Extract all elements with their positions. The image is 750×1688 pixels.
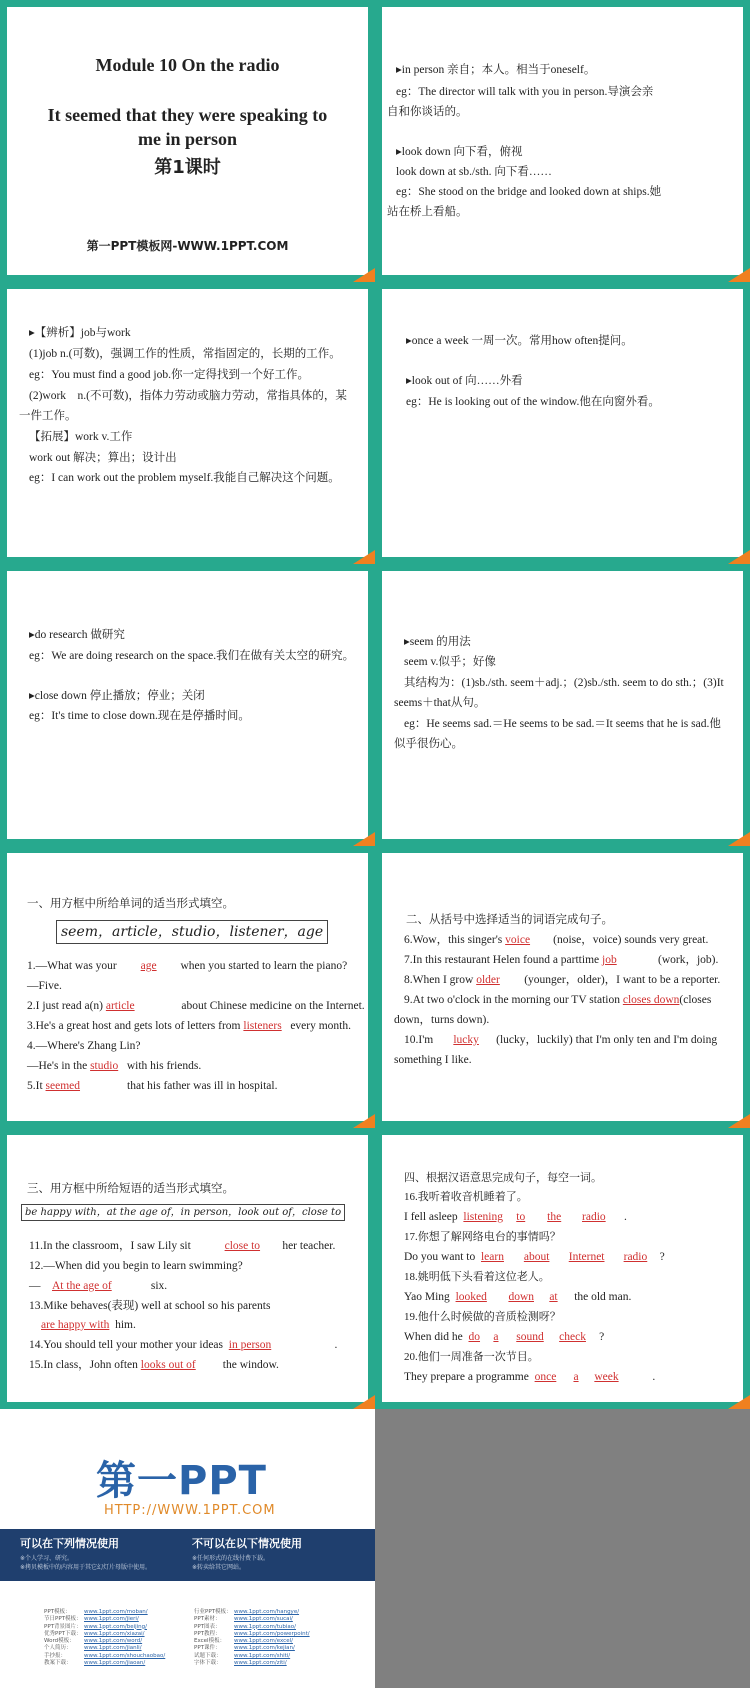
note-line: ▸【辨析】job与work (29, 327, 131, 339)
question-4-reply: —He's in the studio with his friends. (27, 1060, 202, 1072)
note-line: ▸once a week 一周一次。常用how often提问。 (406, 335, 633, 347)
question-2: 2.I just read a(n) article about Chinese medicine on the Internet. (27, 997, 365, 1015)
question-17: Do you want to learn about Internet radio ? (404, 1248, 665, 1266)
note-line: ▸seem 的用法 (404, 636, 471, 648)
answer: looked (455, 1291, 487, 1303)
resource-link[interactable]: www.1ppt.com/jiaoan/ (84, 1660, 146, 1667)
resource-link[interactable]: www.1ppt.com/tubiao/ (234, 1623, 296, 1630)
note-line: 似乎很伤心。 (394, 738, 463, 750)
slide-11-credits (0, 1409, 375, 1688)
note-line: seem v.似乎；好像 (404, 656, 496, 668)
question-1-reply: —Five. (27, 980, 62, 992)
question-19-chinese: 19.他什么时候做的音质检测呀？ (404, 1311, 561, 1323)
answer: lucky (453, 1034, 479, 1046)
question-3: 3.He's a great host and gets lots of letters from listeners every month. (27, 1020, 352, 1032)
resource-link[interactable]: www.1ppt.com/moban/ (84, 1609, 148, 1615)
brand-url: HTTP://WWW.1PPT.COM (104, 1503, 276, 1518)
question-1: 1.—What was your age when you started to learn the piano? (27, 957, 347, 975)
answer: are happy with (41, 1319, 110, 1331)
corner-triangle-icon (353, 832, 375, 846)
slide-10-exercise-4 (375, 1128, 750, 1409)
resource-link[interactable]: www.1ppt.com/sucai/ (234, 1616, 293, 1623)
link-label: 字体下载： (194, 1660, 222, 1667)
answer: at (549, 1291, 558, 1303)
question-10: 10.I'm lucky (lucky，luckily) that I'm only ten and I'm doing (404, 1031, 717, 1049)
link-row (194, 1616, 310, 1623)
link-row (194, 1645, 310, 1652)
note-line: ▸look down 向下看，俯视 (396, 146, 523, 158)
note-line: work out 解决；算出；设计出 (29, 452, 177, 464)
exercise-heading: 四、根据汉语意思完成句子，每空一词。 (404, 1172, 602, 1184)
usage-terms-band (0, 1529, 375, 1581)
can-use-item: ※拷贝模板中的内容用于其它幻灯片母版中使用。 (20, 1564, 152, 1571)
answer: Internet (568, 1251, 605, 1263)
links-list-right (194, 1609, 310, 1667)
note-line: seems＋that从句。 (394, 697, 486, 709)
answer: listeners (243, 1020, 282, 1032)
note-line: 一件工作。 (19, 410, 77, 422)
question-18-chinese: 18.姚明低下头看着这位老人。 (404, 1271, 550, 1283)
corner-triangle-icon (728, 1114, 750, 1128)
link-row (44, 1653, 165, 1660)
resource-link[interactable]: www.1ppt.com/shouchaobao/ (84, 1652, 166, 1659)
resource-link[interactable]: www.1ppt.com/beijing/ (84, 1623, 148, 1630)
corner-triangle-icon (728, 832, 750, 846)
note-line: 站在桥上看船。 (387, 206, 468, 218)
link-label: Word模板： (44, 1638, 75, 1645)
answer: voice (505, 934, 531, 946)
note-line: eg：He is looking out of the window.他在向窗外看。 (406, 396, 660, 408)
link-row (44, 1660, 165, 1667)
question-13: 13.Mike behaves(表现) well at school so his parents (29, 1300, 271, 1312)
note-line: eg：I can work out the problem myself.我能自己解决这个问题。 (29, 472, 340, 484)
question-10-cont: something I like. (394, 1054, 472, 1066)
answer: week (594, 1371, 619, 1383)
answer: older (476, 974, 500, 986)
answer: closes down (622, 994, 680, 1006)
corner-triangle-icon (728, 268, 750, 282)
slide-4-notes (375, 282, 750, 564)
link-row (194, 1660, 310, 1667)
link-label: PPT教程： (194, 1630, 221, 1637)
answer: radio (582, 1211, 606, 1223)
answer: article (105, 1000, 135, 1012)
answer: the (547, 1211, 562, 1223)
answer: sound (516, 1331, 544, 1343)
question-9-cont: down，turns down). (394, 1014, 490, 1026)
note-line: 其结构为：(1)sb./sth. seem＋adj.；(2)sb./sth. seem to do sth.；(3)It (404, 677, 724, 689)
link-label: 教案下载： (44, 1660, 72, 1667)
question-9: 9.At two o'clock in the morning our TV station closes down(closes (404, 994, 712, 1006)
answer: a (493, 1331, 499, 1343)
slide-2-notes (375, 0, 750, 282)
question-20-chinese: 20.他们一周准备一次节目。 (404, 1351, 539, 1363)
resource-link[interactable]: www.1ppt.com/kejian/ (234, 1645, 295, 1652)
link-label: 个人简历： (44, 1645, 72, 1652)
note-line: 【拓展】work v.工作 (29, 431, 133, 443)
slide-6-notes (375, 564, 750, 846)
answer: do (468, 1331, 481, 1343)
brand-logo: 第一PPT (96, 1458, 267, 1504)
note-line: eg：He seems sad.＝He seems to be sad.＝It seems that he is sad.他 (404, 718, 721, 730)
resource-link[interactable]: www.1ppt.com/powerpoint/ (234, 1630, 310, 1637)
note-line: eg：The director will talk with you in person.导演会亲 (396, 86, 654, 98)
resource-link[interactable]: www.1ppt.com/jianli/ (84, 1645, 142, 1652)
question-17-chinese: 17.你想了解网络电台的事情吗？ (404, 1231, 561, 1243)
link-label: Excel模板： (194, 1638, 226, 1645)
slide-1-title (0, 0, 375, 282)
exercise-heading: 一、用方框中所给单词的适当形式填空。 (27, 898, 234, 910)
corner-triangle-icon (728, 1395, 750, 1409)
question-16: I fell asleep listening to the radio . (404, 1208, 627, 1226)
resource-link[interactable]: www.1ppt.com/hangye/ (234, 1609, 300, 1615)
note-line: eg：We are doing research on the space.我们在做有关太空的研究。 (29, 650, 355, 662)
answer: seemed (45, 1080, 81, 1092)
answer: check (559, 1331, 586, 1343)
question-15: 15.In class，John often looks out of the window. (29, 1356, 279, 1374)
note-line: 自和你谈话的。 (387, 106, 468, 118)
answer: studio (90, 1060, 119, 1072)
answer: learn (480, 1251, 504, 1263)
question-5: 5.It seemed that his father was ill in hospital. (27, 1077, 277, 1095)
cannot-use-item: ※任何形式的在线付费下载。 (192, 1555, 270, 1562)
answer: listening (463, 1211, 504, 1223)
answer: once (534, 1371, 557, 1383)
note-line: ▸look out of 向……外看 (406, 375, 523, 387)
module-title: Module 10 On the radio (95, 55, 280, 75)
question-19: When did he do a sound check ? (404, 1328, 604, 1346)
note-line: eg：You must find a good job.你一定得找到一个好工作。 (29, 369, 309, 381)
question-11: 11.In the classroom，I saw Lily sit close to her teacher. (29, 1237, 335, 1255)
slide-5-notes (0, 564, 375, 846)
note-line: eg：She stood on the bridge and looked down at ships.她 (396, 186, 662, 198)
answer: about (523, 1251, 550, 1263)
note-line: ▸close down 停止播放；停业；关闭 (29, 690, 205, 702)
link-label: 优秀PPT下载： (44, 1630, 82, 1637)
answer: down (508, 1291, 534, 1303)
slide-8-exercise-2 (375, 846, 750, 1128)
slide-7-exercise-1 (0, 846, 375, 1128)
answer: to (516, 1211, 526, 1223)
lesson-title-line-2: me in person (138, 129, 237, 149)
note-line: eg：It's time to close down.现在是停播时间。 (29, 710, 250, 722)
note-line: ▸do research 做研究 (29, 629, 125, 641)
corner-triangle-icon (353, 268, 375, 282)
question-4: 4.—Where's Zhang Lin? (27, 1040, 141, 1052)
answer: radio (623, 1251, 648, 1263)
slide-3-notes (0, 282, 375, 564)
link-label: 试题下载： (194, 1652, 222, 1659)
links-list-left (44, 1609, 165, 1667)
note-line: ▸in person 亲自；本人。相当于oneself。 (396, 64, 596, 76)
exercise-heading: 二、从括号中选择适当的词语完成句子。 (406, 914, 613, 926)
answer: a (573, 1371, 579, 1383)
note-line: (2)work n.(不可数)，指体力劳动或脑力劳动，常指具体的，某 (29, 390, 347, 402)
corner-triangle-icon (353, 1395, 375, 1409)
question-14: 14.You should tell your mother your ideas in person . (29, 1336, 337, 1354)
link-row (44, 1624, 165, 1631)
note-line: (1)job n.(可数)，强调工作的性质，常指固定的，长期的工作。 (29, 348, 341, 360)
link-label: PPT素材： (194, 1616, 221, 1623)
link-label: 节日PPT模板： (44, 1616, 82, 1623)
link-label: 行业PPT模板： (194, 1609, 232, 1615)
question-13-cont: are happy with him. (41, 1319, 136, 1331)
resource-link[interactable]: www.1ppt.com/excel/ (234, 1638, 293, 1645)
answer: At the age of (52, 1280, 112, 1292)
question-18: Yao Ming looked down at the old man. (404, 1288, 631, 1306)
can-use-title: 可以在下列情况使用 (20, 1537, 119, 1550)
link-row (44, 1616, 165, 1623)
answer: in person (228, 1339, 272, 1351)
note-line: look down at sb./sth. 向下看…… (396, 166, 552, 178)
link-label: PPT背景图片： (44, 1623, 82, 1630)
can-use-item: ※个人学习、研究。 (20, 1555, 74, 1562)
link-label: 手抄报： (44, 1652, 67, 1659)
question-12-reply: — At the age of six. (29, 1277, 167, 1295)
exercise-heading: 三、用方框中所给短语的适当形式填空。 (27, 1183, 234, 1195)
link-row (194, 1653, 310, 1660)
slide-9-exercise-3 (0, 1128, 375, 1409)
answer: age (140, 960, 157, 972)
lesson-number: 第1课时 (154, 157, 221, 178)
question-6: 6.Wow，this singer's voice (noise，voice) sounds very great. (404, 931, 708, 949)
phrase-box: be happy with，at the age of，in person，look out of，close to (21, 1204, 345, 1221)
link-label: PPT图表： (194, 1623, 221, 1630)
link-label: PPT模板： (44, 1609, 71, 1615)
link-row (44, 1645, 165, 1652)
resource-link[interactable]: www.1ppt.com/jieri/ (84, 1616, 139, 1623)
template-footer: 第一PPT模板网-WWW.1PPT.COM (86, 239, 289, 253)
corner-triangle-icon (728, 550, 750, 564)
corner-triangle-icon (353, 1114, 375, 1128)
corner-triangle-icon (353, 550, 375, 564)
lesson-title-line-1: It seemed that they were speaking to (47, 105, 328, 125)
resource-link[interactable]: www.1ppt.com/word/ (84, 1638, 143, 1645)
question-20: They prepare a programme once a week . (404, 1368, 655, 1386)
word-box: seem，article，studio，listener，age (56, 920, 328, 944)
question-16-chinese: 16.我听着收音机睡着了。 (404, 1191, 528, 1203)
answer: job (602, 954, 617, 966)
resource-link[interactable]: www.1ppt.com/xiazai/ (84, 1630, 145, 1637)
answer: close to (224, 1240, 261, 1252)
question-12: 12.—When did you begin to learn swimming? (29, 1260, 243, 1272)
link-row (194, 1624, 310, 1631)
resource-link[interactable]: www.1ppt.com/shiti/ (234, 1652, 291, 1659)
question-8: 8.When I grow older (younger，older)，I want to be a reporter. (404, 971, 720, 989)
resource-link[interactable]: www.1ppt.com/ziti/ (234, 1660, 287, 1667)
cannot-use-item: ※转卖给其它网站。 (192, 1564, 246, 1571)
question-7: 7.In this restaurant Helen found a parttime job (work，job). (404, 951, 718, 969)
cannot-use-title: 不可以在以下情况使用 (192, 1537, 302, 1550)
link-label: PPT课件： (194, 1645, 221, 1652)
answer: looks out of (140, 1359, 196, 1371)
